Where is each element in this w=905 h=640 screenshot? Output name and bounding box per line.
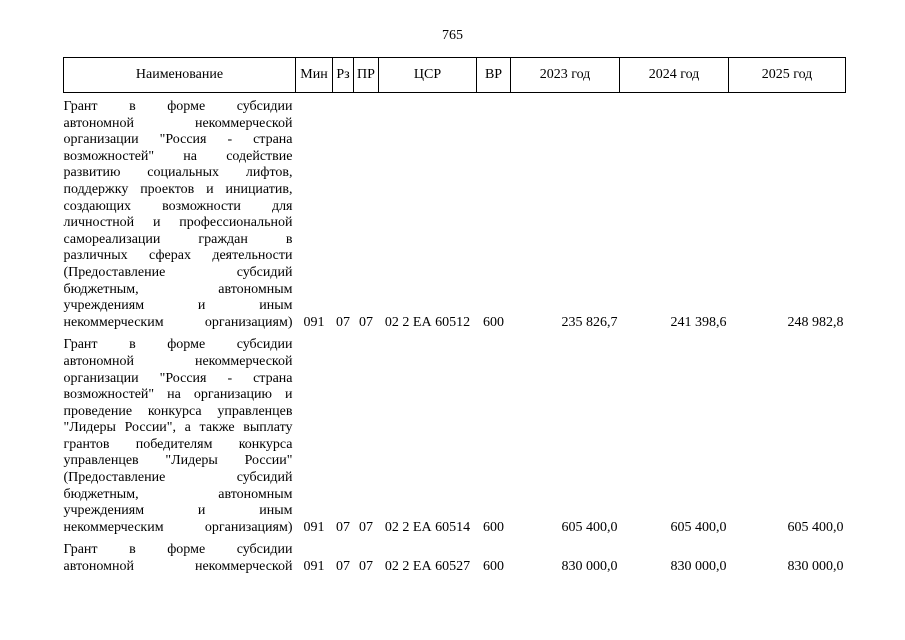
name-line: возможностей" на содействие bbox=[63, 148, 293, 164]
name-line: некоммерческим организациям) bbox=[63, 519, 293, 535]
row-vr: 600 bbox=[483, 314, 504, 330]
name-line: Грант в форме субсидии bbox=[63, 99, 293, 114]
name-line: Грант в форме субсидии bbox=[63, 337, 293, 353]
row-csr: 02 2 ЕА 60514 bbox=[384, 519, 471, 535]
row-vr: 600 bbox=[483, 559, 504, 575]
row-2025: 248 982,8 bbox=[787, 314, 844, 330]
row-pr: 07 bbox=[359, 314, 373, 330]
name-line: автономной некоммерческой bbox=[63, 115, 293, 131]
name-line: поддержку проектов и инициатив, bbox=[63, 181, 293, 197]
row-2023: 235 826,7 bbox=[561, 314, 618, 330]
name-line: создающих возможности для bbox=[63, 198, 293, 214]
name-line: (Предоставление субсидий bbox=[63, 264, 293, 280]
name-line: Грант в форме субсидии bbox=[63, 542, 293, 558]
row-vr: 600 bbox=[483, 519, 504, 535]
name-line: бюджетным, автономным bbox=[63, 281, 293, 297]
header-csr: ЦСР bbox=[379, 58, 477, 93]
row-min: 091 bbox=[303, 314, 325, 330]
row-2025: 830 000,0 bbox=[787, 559, 844, 575]
row-2024: 605 400,0 bbox=[670, 519, 727, 535]
header-row bbox=[64, 58, 846, 93]
table-row bbox=[64, 331, 846, 536]
row-2024: 830 000,0 bbox=[670, 559, 727, 575]
row-rz: 07 bbox=[336, 519, 350, 535]
name-line: бюджетным, автономным bbox=[63, 486, 293, 502]
row-2023: 605 400,0 bbox=[561, 519, 618, 535]
name-line: (Предоставление субсидий bbox=[63, 470, 293, 486]
header-rz: Рз bbox=[333, 58, 354, 93]
row-2025: 605 400,0 bbox=[787, 519, 844, 535]
row-min: 091 bbox=[303, 519, 325, 535]
header-pr: ПР bbox=[354, 58, 379, 93]
table-row bbox=[64, 536, 846, 575]
name-line: организации "Россия - страна bbox=[63, 132, 293, 148]
header-2023: 2023 год bbox=[511, 58, 620, 93]
row-name-cell bbox=[64, 536, 296, 575]
name-line: управленцев "Лидеры России" bbox=[63, 453, 293, 469]
name-line: автономной некоммерческой bbox=[63, 559, 293, 575]
name-line: возможностей" на организацию и bbox=[63, 387, 293, 403]
header-2024: 2024 год bbox=[620, 58, 729, 93]
row-pr: 07 bbox=[359, 559, 373, 575]
name-line: различных сферах деятельности bbox=[63, 248, 293, 264]
row-pr: 07 bbox=[359, 519, 373, 535]
row-csr: 02 2 ЕА 60512 bbox=[384, 314, 471, 330]
name-line: развитию социальных лифтов, bbox=[63, 165, 293, 181]
budget-table bbox=[63, 57, 846, 576]
table-body bbox=[64, 93, 846, 576]
name-line: организации "Россия - страна bbox=[63, 370, 293, 386]
table-row bbox=[64, 93, 846, 332]
row-min: 091 bbox=[303, 559, 325, 575]
name-line: грантов победителям конкурса bbox=[63, 436, 293, 452]
row-2024: 241 398,6 bbox=[670, 314, 727, 330]
row-rz: 07 bbox=[336, 314, 350, 330]
table-header bbox=[64, 58, 846, 93]
row-name-cell bbox=[64, 93, 296, 332]
name-line: учреждениям и иным bbox=[63, 298, 293, 314]
row-2023: 830 000,0 bbox=[561, 559, 618, 575]
name-line: проведение конкурса управленцев bbox=[63, 403, 293, 419]
header-2025: 2025 год bbox=[729, 58, 846, 93]
name-line: личностной и профессиональной bbox=[63, 215, 293, 231]
name-line: автономной некоммерческой bbox=[63, 353, 293, 369]
page-number: 765 bbox=[442, 28, 463, 43]
header-name: Наименование bbox=[64, 58, 296, 93]
header-min: Мин bbox=[296, 58, 333, 93]
row-csr: 02 2 ЕА 60527 bbox=[384, 559, 471, 575]
name-line: "Лидеры России", а также выплату bbox=[63, 420, 293, 436]
name-line: самореализации граждан в bbox=[63, 231, 293, 247]
header-vr: ВР bbox=[477, 58, 511, 93]
row-rz: 07 bbox=[336, 559, 350, 575]
row-name-cell bbox=[64, 331, 296, 536]
name-line: некоммерческим организациям) bbox=[63, 314, 293, 330]
name-line: учреждениям и иным bbox=[63, 503, 293, 519]
